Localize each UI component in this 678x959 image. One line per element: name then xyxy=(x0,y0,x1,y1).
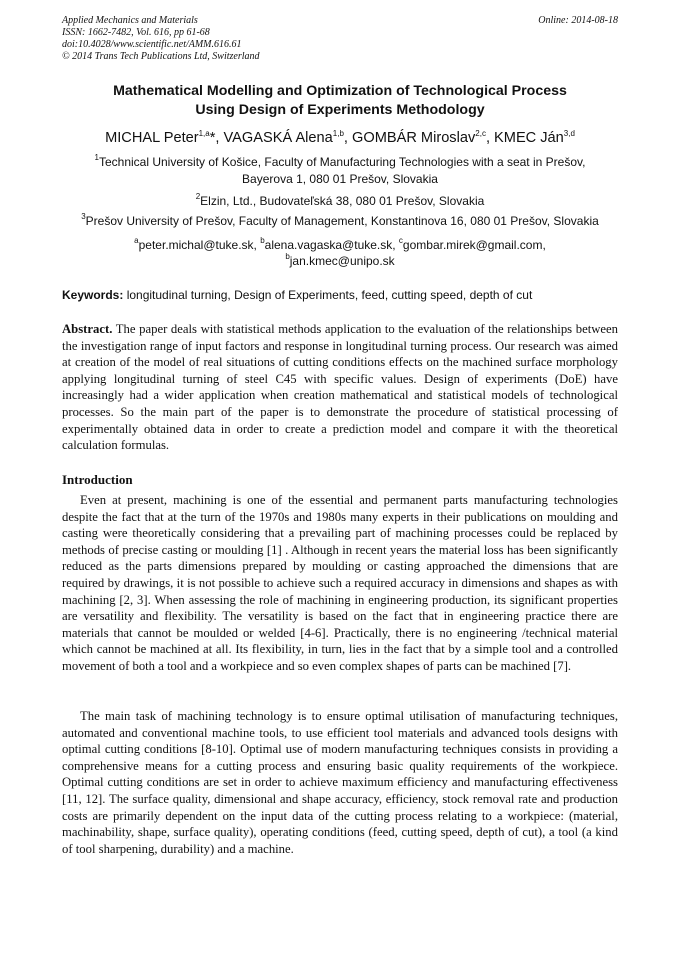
author-sep: , xyxy=(485,130,495,146)
doi-line: doi:10.4028/www.scientific.net/AMM.616.61 xyxy=(62,39,242,50)
online-date: Online: 2014-08-18 xyxy=(538,15,618,26)
paper-title xyxy=(62,82,618,120)
email-sup: b xyxy=(285,252,290,261)
abstract-text: The paper deals with statistical methods application to the evaluation of the relationships between the investigation range of input factors and response in longitudinal turning process. Our research was aimed at creation of the model of real situations of cutting conditions effects on the machined surface morphology applying longitudinal turning of steel C45 with specific values. Design of experiments (DoE) have increasingly had a wider application when creation mathematical and statistical models of technological processes. So the main part of the paper is to demonstrate the procedure of statistical processing of experimentally obtained data in order to create a prediction model and compare it with the theoretical calculation formulas. xyxy=(62,322,618,453)
email-link[interactable]: alena.vagaska@tuke.sk, xyxy=(264,238,399,252)
intro-paragraph-1: Even at present, machining is one of the essential and permanent parts manufacturing technologies despite the fact that at the turn of the 1970s and 1980s many experts in their publications on moulding and casting were theoretically considering that a prevailing part of machining processes could be replaced by methods of precise casting or moulding [1] . Although in recent years the material loss has been significantly reduced as the parts dimensions prepared by moulding or casting approached the dimensions that are required by drawings, it is not possible to achieve such a required accuracy in dimensions and shapes as with machining [2, 3]. When assessing the role of machining in engineering production, its significant properties are versatility and flexibility. The versatility is based on the fact that in engineering practice there are materials that cannot be moulded or welded [4-6]. Practically, there is no engineering /technical material which cannot be machined at all. Its flexibility, in turn, lies in the fact that by a simple tool and a controlled movement of both a tool and a workpiece and so even complex shapes of parts can be machined [7]. xyxy=(62,493,618,673)
title-line-2: Using Design of Experiments Methodology xyxy=(195,102,485,118)
author-sup: 1,b xyxy=(332,129,344,138)
author-sep: *, xyxy=(209,130,224,146)
affiliation-1 xyxy=(40,154,640,188)
copyright-line: © 2014 Trans Tech Publications Ltd, Switzerland xyxy=(62,51,260,62)
affiliation-sup: 2 xyxy=(195,192,201,201)
email-sup: a xyxy=(134,236,139,245)
affiliation-3 xyxy=(40,213,640,230)
author-sep: , xyxy=(343,130,353,146)
keywords-text: longitudinal turning, Design of Experiments, feed, cutting speed, depth of cut xyxy=(123,288,533,302)
author-name: MICHAL Peter xyxy=(105,130,199,146)
journal-header xyxy=(62,15,618,63)
affiliation-sup: 1 xyxy=(94,153,99,162)
email-list xyxy=(40,237,640,269)
abstract-label: Abstract. xyxy=(62,322,113,336)
author-list xyxy=(40,129,640,147)
author-name: KMEC Ján xyxy=(494,130,564,146)
title-line-1: Mathematical Modelling and Optimization of Technological Process xyxy=(113,83,567,99)
issn-line: ISSN: 1662-7482, Vol. 616, pp 61-68 xyxy=(62,27,210,38)
email-link[interactable]: gombar.mirek@gmail.com, xyxy=(402,238,546,252)
email-sup: c xyxy=(398,236,403,245)
keywords xyxy=(62,288,618,302)
affiliation-sup: 3 xyxy=(81,212,86,221)
affiliation-2 xyxy=(40,193,640,210)
affiliation-text: Prešov University of Prešov, Faculty of Management, Konstantinova 16, 080 01 Prešov, Slovakia xyxy=(85,214,599,228)
affiliation-text: Technical University of Košice, Faculty of Manufacturing Technologies with a seat in Prešov, Bayerova 1, 080 01 Prešov, Slovakia xyxy=(98,155,586,186)
journal-name: Applied Mechanics and Materials xyxy=(62,15,198,26)
author-name: VAGASKÁ Alena xyxy=(223,130,333,146)
author-name: GOMBÁR Miroslav xyxy=(352,130,476,146)
abstract xyxy=(62,321,618,454)
author-sup: 3,d xyxy=(563,129,575,138)
author-sup: 1,a xyxy=(198,129,210,138)
affiliation-text: Elzin, Ltd., Budovateľská 38, 080 01 Prešov, Slovakia xyxy=(200,194,485,208)
intro-paragraph-2: The main task of machining technology is to ensure optimal utilisation of manufacturing techniques, automated and conventional machine tools, to use efficient tool materials and advanced tools designs with optimal cutting conditions [8-10]. Optimal use of modern manufacturing techniques consists in providing a comprehensive means for a cutting process and ensuring basic quality requirements of the workpiece. Optimal cutting conditions are set in order to achieve maximum efficiency and manufacturing effectiveness [11, 12]. The surface quality, dimensional and shape accuracy, efficiency, stock removal rate and production costs are primarily dependent on the input data of the cutting process relating to a workpiece: (material, machinability, shape, surface quality), operating conditions (feed, cutting speed, depth of cut), a tool (a kind of tool sharpening, durability) and a machine. xyxy=(62,709,618,856)
section-heading-introduction: Introduction xyxy=(62,472,133,487)
email-link[interactable]: peter.michal@tuke.sk, xyxy=(138,238,261,252)
author-sup: 2,c xyxy=(475,129,486,138)
email-sup: b xyxy=(260,236,265,245)
email-link[interactable]: jan.kmec@unipo.sk xyxy=(289,254,395,268)
keywords-label: Keywords: xyxy=(62,288,124,302)
